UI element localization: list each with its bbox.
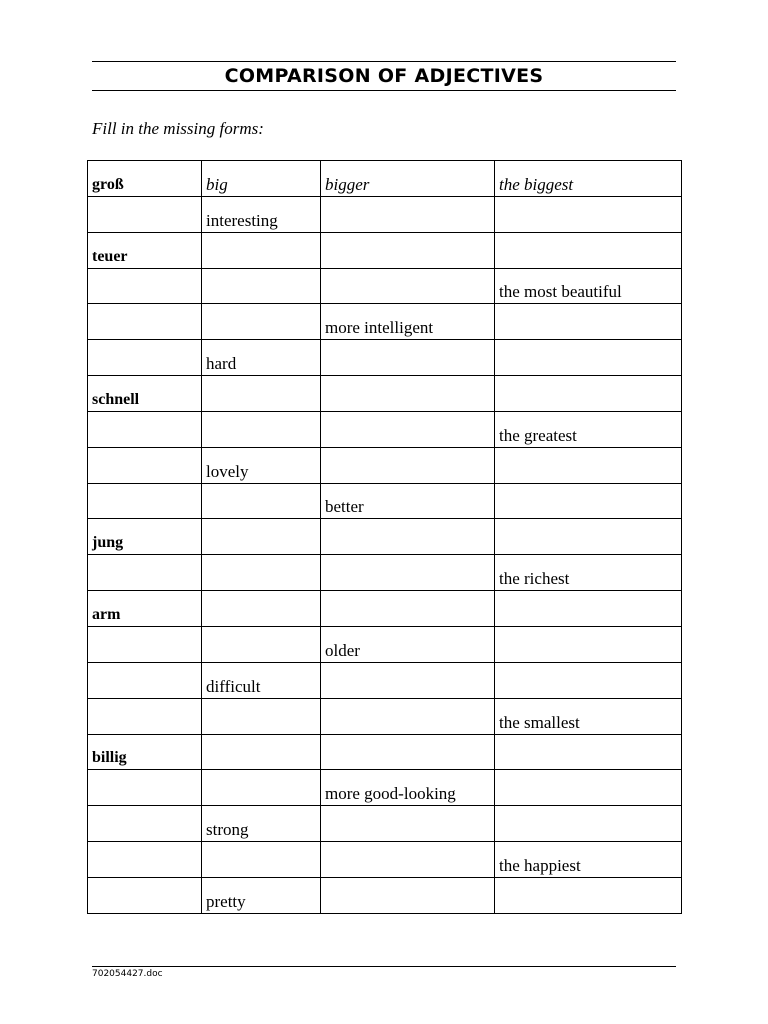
- table-row: [88, 591, 682, 627]
- german-cell: [88, 806, 202, 842]
- superlative-cell: the happiest: [495, 842, 682, 878]
- comparative-cell: [321, 268, 495, 304]
- superlative-cell: the richest: [495, 555, 682, 591]
- superlative-cell: [495, 591, 682, 627]
- positive-cell: [202, 232, 321, 268]
- comparative-cell: [321, 555, 495, 591]
- title-rule-bottom: [92, 90, 676, 91]
- positive-cell: [202, 698, 321, 734]
- german-cell: schnell: [88, 376, 202, 412]
- german-cell: [88, 340, 202, 376]
- superlative-cell: [495, 483, 682, 519]
- superlative-cell: [495, 519, 682, 555]
- superlative-cell: [495, 770, 682, 806]
- superlative-cell: [495, 734, 682, 770]
- table-row: [88, 304, 682, 340]
- german-cell: [88, 770, 202, 806]
- comparative-cell: [321, 447, 495, 483]
- german-cell: [88, 877, 202, 913]
- german-cell: billig: [88, 734, 202, 770]
- table-row: [88, 555, 682, 591]
- comparative-cell: [321, 877, 495, 913]
- positive-cell: [202, 376, 321, 412]
- table-row: [88, 232, 682, 268]
- superlative-cell: [495, 806, 682, 842]
- positive-cell: [202, 483, 321, 519]
- comparative-cell: bigger: [321, 161, 495, 197]
- comparative-cell: [321, 340, 495, 376]
- table-row: [88, 662, 682, 698]
- page-title: COMPARISON OF ADJECTIVES: [224, 65, 544, 87]
- superlative-cell: [495, 340, 682, 376]
- superlative-cell: the smallest: [495, 698, 682, 734]
- comparative-cell: better: [321, 483, 495, 519]
- adjective-table: [87, 160, 682, 914]
- positive-cell: [202, 268, 321, 304]
- superlative-cell: [495, 447, 682, 483]
- table-row: [88, 519, 682, 555]
- german-cell: [88, 304, 202, 340]
- german-cell: [88, 483, 202, 519]
- superlative-cell: [495, 196, 682, 232]
- table-row: [88, 340, 682, 376]
- positive-cell: [202, 411, 321, 447]
- comparative-cell: [321, 591, 495, 627]
- german-cell: [88, 555, 202, 591]
- german-cell: [88, 626, 202, 662]
- german-cell: [88, 411, 202, 447]
- german-cell: jung: [88, 519, 202, 555]
- positive-cell: [202, 519, 321, 555]
- german-cell: groß: [88, 161, 202, 197]
- positive-cell: lovely: [202, 447, 321, 483]
- table-row: [88, 842, 682, 878]
- superlative-cell: [495, 626, 682, 662]
- positive-cell: [202, 626, 321, 662]
- comparative-cell: [321, 376, 495, 412]
- positive-cell: [202, 770, 321, 806]
- positive-cell: big: [202, 161, 321, 197]
- table-row: [88, 806, 682, 842]
- footer-filename: 702054427.doc: [92, 969, 163, 979]
- table-row: [88, 196, 682, 232]
- positive-cell: difficult: [202, 662, 321, 698]
- positive-cell: [202, 304, 321, 340]
- table-row: [88, 268, 682, 304]
- footer-rule: [92, 966, 676, 967]
- german-cell: arm: [88, 591, 202, 627]
- comparative-cell: older: [321, 626, 495, 662]
- positive-cell: strong: [202, 806, 321, 842]
- german-cell: [88, 842, 202, 878]
- table-row: [88, 770, 682, 806]
- superlative-cell: the biggest: [495, 161, 682, 197]
- comparative-cell: [321, 662, 495, 698]
- table-row: [88, 877, 682, 913]
- superlative-cell: [495, 662, 682, 698]
- comparative-cell: more good-looking: [321, 770, 495, 806]
- superlative-cell: the most beautiful: [495, 268, 682, 304]
- table-row: [88, 161, 682, 197]
- comparative-cell: [321, 734, 495, 770]
- german-cell: [88, 698, 202, 734]
- positive-cell: pretty: [202, 877, 321, 913]
- adjective-table-body: [88, 161, 682, 914]
- positive-cell: [202, 591, 321, 627]
- positive-cell: [202, 734, 321, 770]
- comparative-cell: [321, 519, 495, 555]
- german-cell: [88, 662, 202, 698]
- german-cell: [88, 447, 202, 483]
- table-row: [88, 626, 682, 662]
- german-cell: [88, 268, 202, 304]
- superlative-cell: [495, 304, 682, 340]
- comparative-cell: [321, 842, 495, 878]
- comparative-cell: [321, 698, 495, 734]
- table-row: [88, 411, 682, 447]
- positive-cell: interesting: [202, 196, 321, 232]
- superlative-cell: [495, 232, 682, 268]
- comparative-cell: more intelligent: [321, 304, 495, 340]
- table-row: [88, 376, 682, 412]
- german-cell: teuer: [88, 232, 202, 268]
- table-row: [88, 483, 682, 519]
- comparative-cell: [321, 196, 495, 232]
- positive-cell: [202, 555, 321, 591]
- superlative-cell: [495, 376, 682, 412]
- positive-cell: hard: [202, 340, 321, 376]
- comparative-cell: [321, 411, 495, 447]
- comparative-cell: [321, 806, 495, 842]
- table-row: [88, 698, 682, 734]
- superlative-cell: the greatest: [495, 411, 682, 447]
- positive-cell: [202, 842, 321, 878]
- comparative-cell: [321, 232, 495, 268]
- german-cell: [88, 196, 202, 232]
- superlative-cell: [495, 877, 682, 913]
- table-row: [88, 734, 682, 770]
- table-row: [88, 447, 682, 483]
- instruction-text: Fill in the missing forms:: [92, 119, 264, 138]
